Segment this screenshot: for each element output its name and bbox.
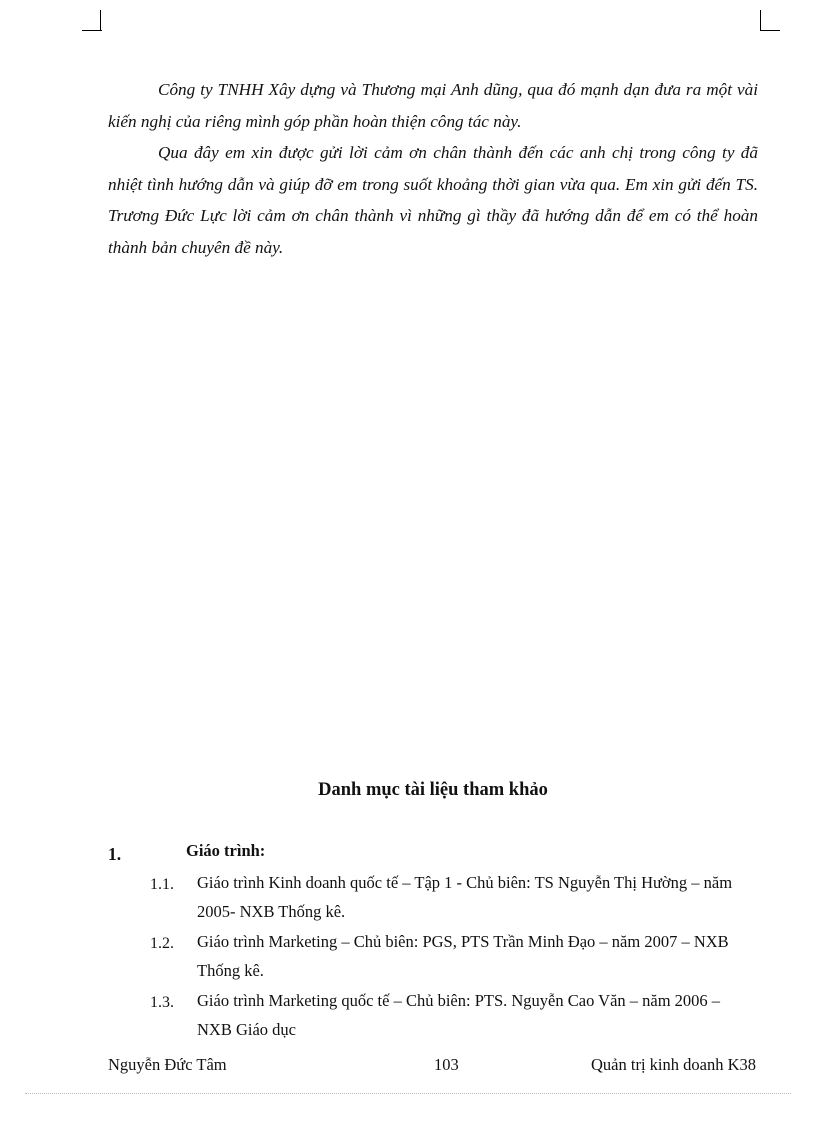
reference-item-3 <box>150 986 758 1044</box>
page-bottom-divider <box>25 1093 791 1094</box>
reference-text: Giáo trình Marketing – Chủ biên: PGS, PTS Trần Minh Đạo – năm 2007 – NXB Thống kê. <box>197 932 729 980</box>
section-title: Giáo trình: <box>186 841 266 860</box>
reference-item-2 <box>150 927 758 985</box>
crop-mark-top-left-horizontal <box>82 30 102 31</box>
intro-text <box>108 74 758 263</box>
footer-course: Quản trị kinh doanh K38 <box>591 1055 756 1074</box>
intro-paragraph-1: Công ty TNHH Xây dựng và Thương mại Anh dũng, qua đó mạnh dạn đưa ra một vài kiến nghị của riêng mình góp phần hoàn thiện công tác này. <box>108 80 758 131</box>
footer-page-number: 103 <box>434 1055 459 1074</box>
intro-paragraph-2: Qua đây em xin được gửi lời cảm ơn chân thành đến các anh chị trong công ty đã nhiệt tình hướng dẫn và giúp đỡ em trong suốt khoảng thời gian vừa qua. Em xin gửi đến TS. Trương Đức Lực lời cảm ơn chân thành vì những gì thầy đã hướng dẫn để em có thể hoàn thành bản chuyên đề này. <box>108 143 758 257</box>
crop-mark-top-right-horizontal <box>760 30 780 31</box>
crop-mark-top-right-vertical <box>760 10 761 30</box>
section-number: 1. <box>108 844 122 864</box>
reference-item-1 <box>150 868 758 926</box>
crop-mark-top-left-vertical <box>100 10 101 30</box>
reference-number: 1.1. <box>150 876 174 893</box>
reference-number: 1.2. <box>150 935 174 952</box>
reference-text: Giáo trình Kinh doanh quốc tế – Tập 1 - Chủ biên: TS Nguyễn Thị Hường – năm 2005- NXB Thống kê. <box>197 873 733 921</box>
reference-text: Giáo trình Marketing quốc tế – Chủ biên: PTS. Nguyễn Cao Văn – năm 2006 – NXB Giáo dục <box>197 991 721 1039</box>
references-title: Danh mục tài liệu tham khảo <box>318 780 548 800</box>
footer-author: Nguyễn Đức Tâm <box>108 1055 227 1074</box>
reference-number: 1.3. <box>150 994 174 1011</box>
